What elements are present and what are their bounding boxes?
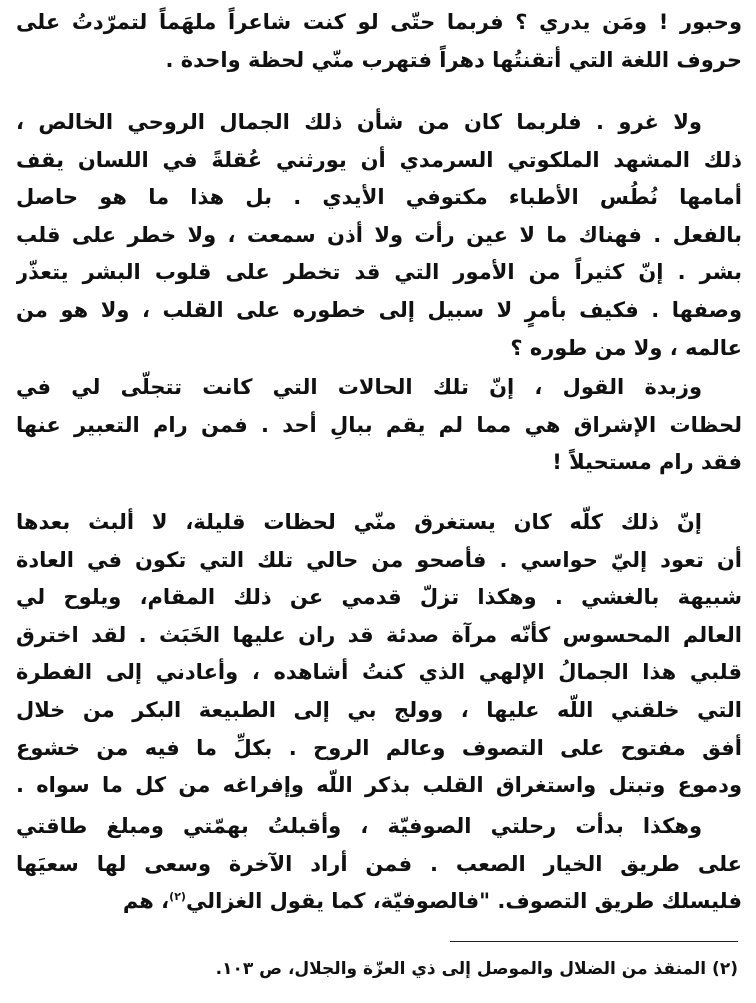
text-line: أفق مفتوح على التصوف وعالم الروح . بكلِّ ما فيه من خشوع bbox=[16, 735, 742, 760]
text-line: ودموع وتبتل واستغراق القلب بذكر اللّه وإفراغه من كل ما سواه . bbox=[16, 773, 742, 798]
text-line: عالمه ، ولا من طوره ؟ bbox=[510, 335, 742, 360]
text-line: أن تعود إليّ حواسي . فأصحو من حالي تلك التي تكون في العادة bbox=[16, 547, 742, 572]
text-line: وصفها . فكيف بأمرٍ لا سبيل إلى خطوره على القلب ، ولا هو من bbox=[16, 297, 742, 322]
text-line: التي خلقني اللّه عليها ، وولج بي إلى الطبيعة البكر من خلال bbox=[16, 697, 742, 722]
text-line: ولا غرو . فلربما كان من شأن ذلك الجمال الروحي الخالص ، bbox=[16, 110, 702, 134]
text-line: وحبور ! ومَن يدري ؟ فربما حتّى لو كنت شاعراً ملهَماً لتمرّدتُ على bbox=[16, 10, 742, 34]
footnote-separator bbox=[450, 941, 738, 942]
text-line bbox=[16, 883, 742, 921]
footnote: (٢) المنقذ من الضلال والموصل إلى ذي العزّة والجلال، ص ١٠٣. bbox=[215, 959, 738, 979]
text-segment: ، bbox=[153, 889, 170, 914]
text-line: وزبدة القول ، إنّ تلك الحالات التي كانت تتجلّى لي في bbox=[16, 375, 702, 399]
text-segment: هم bbox=[122, 889, 154, 914]
text-line: بالفعل . فهناك ما لا عين رأت ولا أذن سمعت ، ولا خطر على قلب bbox=[16, 222, 742, 247]
text-line: شبيهة بالغشي . وهكذا تزلّ قدمي عن ذلك المقام، ويلوح لي bbox=[16, 585, 742, 610]
paragraph-5 bbox=[16, 808, 742, 921]
footnote-marker: (٢) bbox=[169, 890, 186, 904]
text-line: لحظات الإشراق هي مما لم يقم ببالِ أحد . فمن رام التعبير عنها bbox=[16, 412, 742, 437]
text-line: وهكذا بدأت رحلتي الصوفيّة ، وأقبلتُ بهمّتي ومبلغ طاقتي bbox=[16, 814, 702, 838]
paragraph-2 bbox=[16, 104, 742, 367]
text-line: حروف اللغة التي أتقنتُها دهراً فتهرب منّي لحظة واحدة . bbox=[165, 47, 742, 72]
text-line: العالم المحسوس كأنّه مرآة صدئة قد ران عليها الخَبَث . لقد اخترق bbox=[16, 622, 742, 647]
text-line: فقد رام مستحيلاً ! bbox=[552, 450, 742, 475]
paragraph-3 bbox=[16, 369, 742, 482]
text-line: بشر . إنّ كثيراً من الأمور التي قد تخطر على قلوب البشر يتعذّر bbox=[16, 260, 742, 285]
text-line: أمامها نُطُس الأطباء مكتوفي الأيدي . بل هذا ما هو حاصل bbox=[16, 185, 742, 210]
text-line: على طريق الخيار الصعب . فمن أراد الآخرة وسعى لها سعيَها bbox=[16, 851, 742, 876]
text-line: ذلك المشهد الملكوتي السرمدي أن يورثني عُقلةً في اللسان يقف bbox=[16, 147, 742, 172]
text-segment: فليسلك طريق التصوف. "فالصوفيّة، كما يقول الغزالي bbox=[185, 889, 742, 914]
text-line: قلبي هذا الجمالُ الإلهي الذي كنتُ أشاهده ، وأعادني إلى الفطرة bbox=[16, 660, 742, 685]
paragraph-1 bbox=[16, 4, 742, 79]
text-line: إنّ ذلك كلّه كان يستغرق منّي لحظات قليلة، لا ألبث بعدها bbox=[16, 510, 702, 534]
paragraph-4 bbox=[16, 504, 742, 805]
